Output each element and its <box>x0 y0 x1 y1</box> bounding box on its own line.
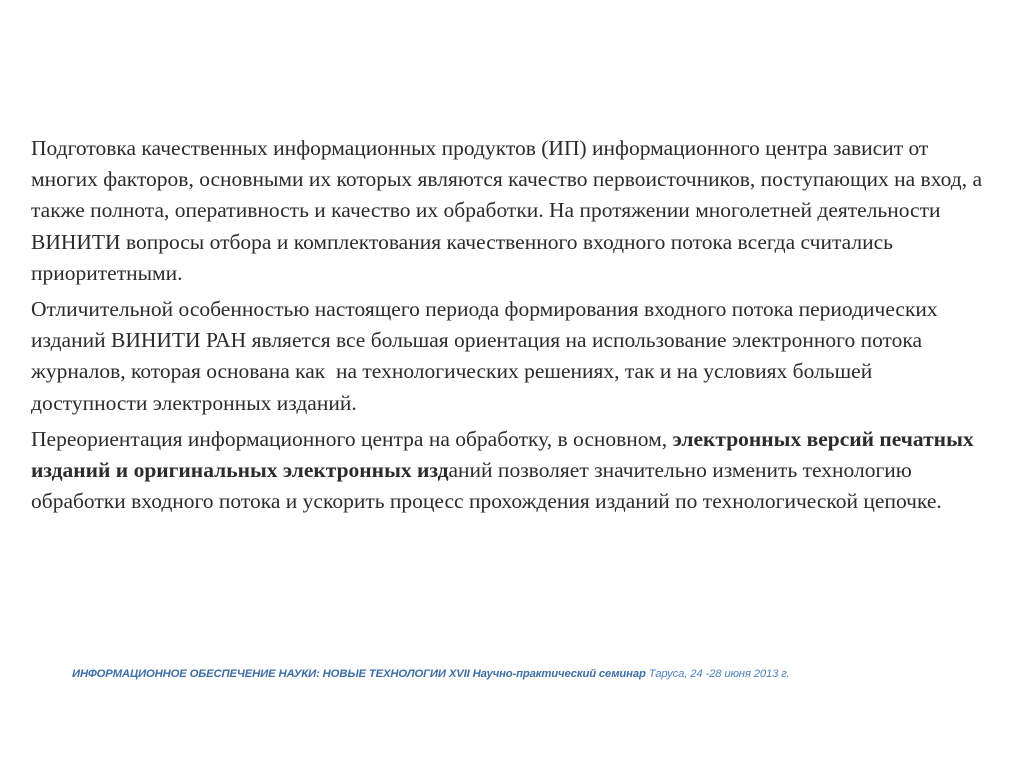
paragraph-3-end: аний позволяет значительно изменить технологию обработки входного потока и ускорить процесс прохождения изданий по технологической цепочке. <box>31 458 942 514</box>
paragraph-1: Подготовка качественных информационных продуктов (ИП) информационного центра зависит от многих факторов, основными их которых являются качество первоисточников, поступающих на вход, а также полнота, оперативность и качество их обработки. На протяжении многолетней деятельности ВИНИТИ вопросы отбора и комплектования качественного входного потока всегда считались приоритетными. <box>31 136 988 285</box>
slide-body <box>31 133 993 522</box>
paragraph-3-bold: электронных версий печатных изданий и оригинальных электронных изд <box>31 426 979 483</box>
footer-place-date: Таруса, 24 -28 июня 2013 г. <box>645 668 790 680</box>
footer-seminar-title: ИНФОРМАЦИОННОЕ ОБЕСПЕЧЕНИЕ НАУКИ: НОВЫЕ ТЕХНОЛОГИИ XVII Научно-практический семинар <box>72 668 646 680</box>
paragraph-3-start: Переориентация информационного центра на обработку, в основном, <box>31 426 673 451</box>
slide-footer <box>72 668 972 680</box>
paragraph-3 <box>31 424 993 518</box>
paragraph-2: Отличительной особенностью настоящего периода формирования входного потока периодических изданий ВИНИТИ РАН является все большая ориентация на использование электронного потока журналов, которая основана как на технологических решениях, так и на условиях большей доступности электронных изданий. <box>31 297 944 415</box>
